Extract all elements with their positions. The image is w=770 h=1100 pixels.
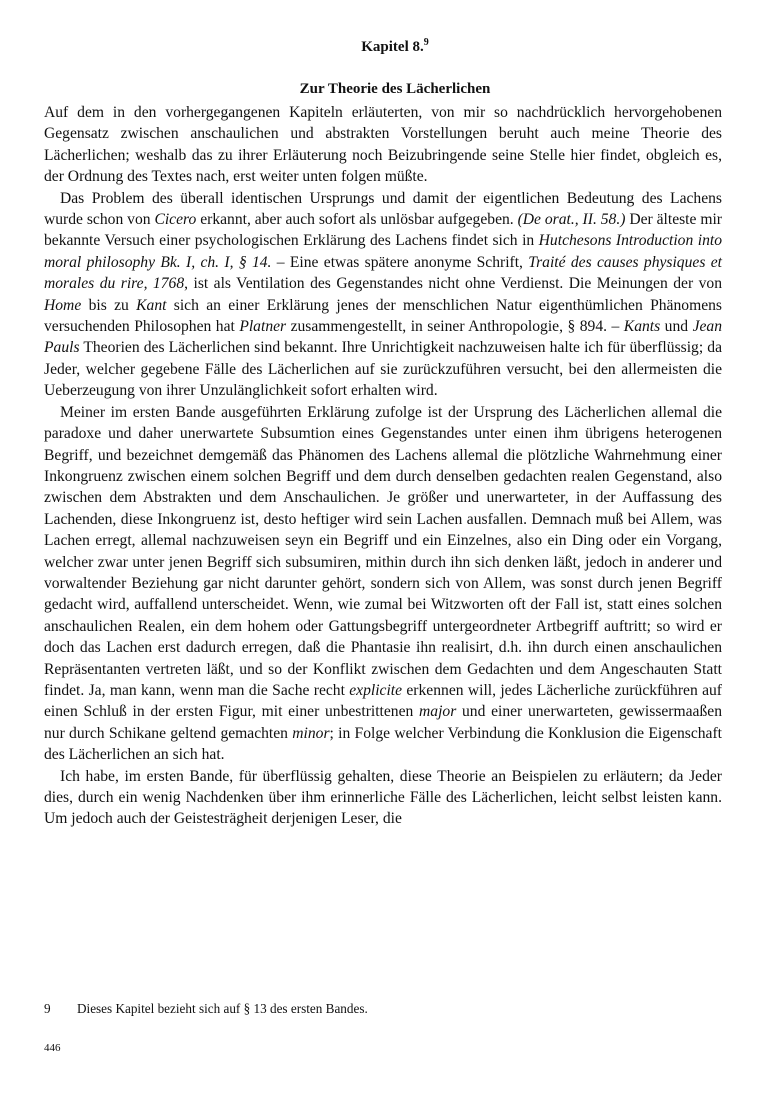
text-run: erkennen will, jedes Lächerliche zurückführen auf einen Schluß in der ersten Figur, mit einer unbestrittenen <box>44 681 722 721</box>
italic-text: Home <box>44 296 82 314</box>
italic-text: Platner <box>239 318 287 336</box>
footnote-number: 9 <box>44 1001 51 1016</box>
text-run: Der älteste mir bekannte Versuch einer psychologischen Erklärung des Lachens findet sich in <box>44 211 722 250</box>
italic-text: Kants <box>623 318 661 336</box>
text-run: Theorien des Lächerlichen sind bekannt. Ihre Unrichtigkeit nachzuweisen halte ich für überflüssig; da Jeder, welcher gegebene Fälle des Lächerlichen auf sie zurückzuführen versucht, bei den allermeisten die Ueberzeugung von ihrer Unzulänglichkeit sofort erhalten wird. <box>44 339 722 400</box>
paragraph <box>44 402 722 766</box>
italic-text: Cicero <box>154 211 197 229</box>
paragraph <box>44 188 722 402</box>
footnote-reference[interactable]: 9 <box>423 37 429 48</box>
italic-text: minor <box>292 724 330 742</box>
text-run: , ist als Ventilation des Gegenstandes nicht ohne Verdienst. Die Meinungen der von <box>184 275 722 293</box>
paragraph <box>44 102 722 188</box>
text-run: sich an einer Erklärung jenes der menschlichen Natur eigenthümlichen Phänomens versuchenden Philosophen hat <box>44 296 722 336</box>
italic-text: Kant <box>136 296 167 314</box>
body-text <box>44 102 722 830</box>
text-run: erkannt, aber auch sofort als unlösbar aufgegeben. <box>196 211 518 229</box>
italic-text: Jean Pauls <box>44 318 722 357</box>
page-number: 446 <box>44 1042 61 1054</box>
text-run: Auf dem in den vorhergegangenen Kapiteln erläuterten, von mir so nachdrücklich hervorgehobenen Gegensatz zwischen anschaulichen und abstrakten Vorstellungen beruht auch meine Theorie des Lächerlichen; weshalb das zu ihrer Erläuterung noch Beizubringende seine Stelle hier findet, obgleich es, der Ordnung des Textes nach, erst weiter unten folgen müßte. <box>44 104 722 186</box>
italic-text: (De orat., II. 58.) <box>517 211 626 229</box>
text-run: Das Problem des überall identischen Ursprungs und damit der eigentlichen Bedeutung des Lachens wurde schon von <box>44 189 722 229</box>
page-body <box>44 36 722 830</box>
text-run: Ich habe, im ersten Bande, für überflüssig gehalten, diese Theorie an Beispielen zu erläutern; da Jeder dies, durch ein wenig Nachdenken über ihm erinnerliche Fälle des Lächerlichen, leicht selbst leisten kann. Um jedoch auch der Geistesträgheit derjenigen Leser, die <box>44 767 722 828</box>
section-title: Zur Theorie des Lächerlichen <box>299 81 491 97</box>
footnote-text: Dieses Kapitel bezieht sich auf § 13 des ersten Bandes. <box>77 1001 368 1016</box>
text-run: und einer unerwarteten, gewissermaaßen nur durch Schikane geltend gemachten <box>44 703 722 742</box>
paragraph <box>44 766 722 830</box>
italic-text: Hutchesons Introduction into moral philosophy Bk. I, ch. I, § 14. <box>44 232 722 271</box>
footnote <box>44 1000 722 1018</box>
text-run: und <box>660 318 693 336</box>
chapter-heading <box>44 36 722 58</box>
text-run: zusammengestellt, in seiner Anthropologie, § 894. – <box>286 318 624 336</box>
text-run: Meiner im ersten Bande ausgeführten Erklärung zufolge ist der Ursprung des Lächerlichen allemal die paradoxe und daher unerwartete Subsumtion eines Gegenstandes unter einen ihm übrigens heterogenen Begriff, und bezeichnet demgemäß das Phänomen des Lachens allemal die plötzliche Wahrnehmung einer Inkongruenz zwischen einem solchen Begriff und dem durch denselben gedachten realen Gegenstand, also zwischen dem Abstrakten und dem Anschaulichen. Je größer und unerwarteter, in der Auffassung des Lachenden, diese Inkongruenz ist, desto heftiger wird sein Lachen ausfallen. Demnach muß bei Allem, was Lachen erregt, allemal nachzuweisen seyn ein Begriff und ein Einzelnes, also ein Ding oder ein Vorgang, welcher zwar unter jenen Begriff sich subsumiren, mithin durch ihn sich denken läßt, jedoch in anderer und vorwaltender Beziehung gar nicht darunter gehört, sondern sich von Allem, was sonst durch jenen Begriff gedacht wird, auffallend unterscheidet. Wenn, wie zumal bei Witzworten oft der Fall ist, statt eines solchen anschaulichen Realen, ein dem hohem oder Gattungsbegriff untergeordneter Artbegriff auftritt; so wird er doch das Lachen erst dadurch erregen, daß die Phantasie ihn realisirt, d.h. ihn durch einen anschaulichen Repräsentanten vertreten läßt, und so der Konflikt zwischen dem Gedachten und dem Angeschauten Statt findet. Ja, man kann, wenn man die Sache recht <box>44 403 722 699</box>
text-run: bis zu <box>81 296 137 314</box>
text-run: ; in Folge welcher Verbindung die Konklusion die Eigenschaft des Lächerlichen an sich hat. <box>44 724 722 764</box>
text-run: – Eine etwas spätere anonyme Schrift, <box>271 253 529 271</box>
chapter-title: Kapitel 8. <box>361 39 424 55</box>
italic-text: major <box>419 703 457 721</box>
italic-text: Traité des causes physiques et morales du rire, 1768 <box>44 253 722 293</box>
italic-text: explicite <box>349 681 403 699</box>
